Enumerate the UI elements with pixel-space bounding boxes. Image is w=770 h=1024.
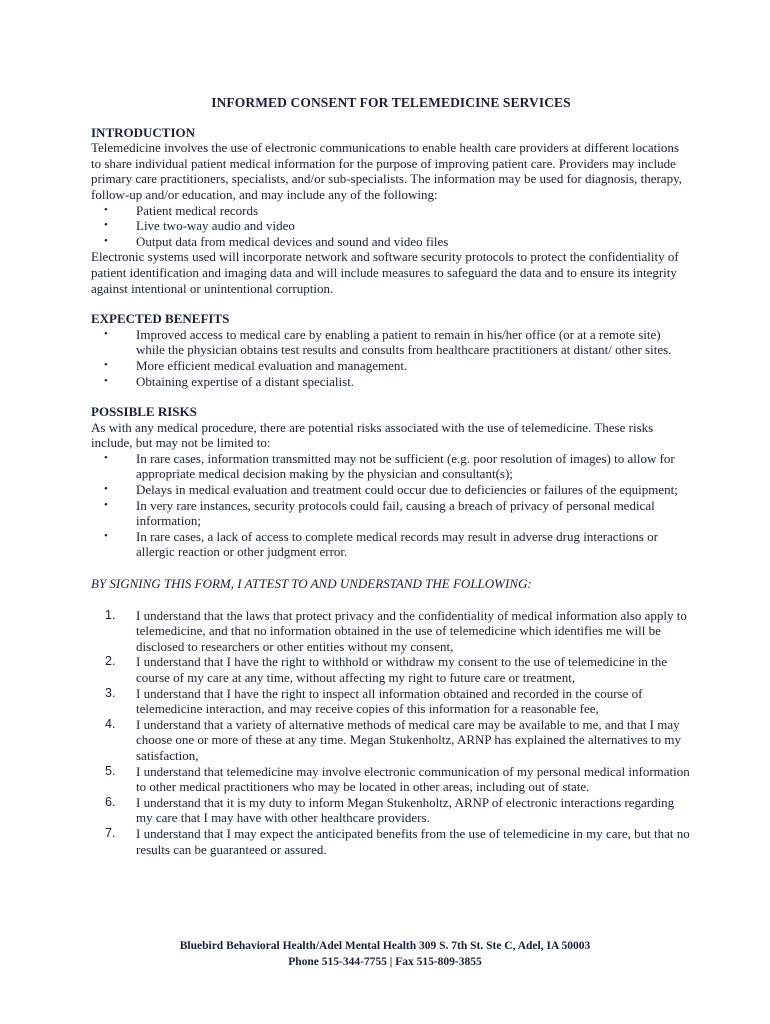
introduction-closing: Electronic systems used will incorporate network and software security protocols to protect the confidentiality of patient identification and imaging data and will include measures to safeguard the data and to ensure its integrity against intentional or unintentional corruption. xyxy=(91,249,679,296)
statement-text: I understand that it is my duty to inform Megan Stukenholtz, ARNP of electronic interactions regarding my care that I may have with other healthcare providers. xyxy=(136,794,675,826)
statement-text: I understand that I have the right to withhold or withdraw my consent to the use of telemedicine in the course of my care at any time, without affecting my right to future care or treatment, xyxy=(136,654,668,685)
bullet-icon: • xyxy=(104,529,108,542)
footer-contact: Phone 515-344-7755 | Fax 515-809-3855 xyxy=(288,956,482,968)
document-title: INFORMED CONSENT FOR TELEMEDICINE SERVICES xyxy=(211,95,571,110)
statement-number: 7. xyxy=(105,825,116,840)
introduction-heading: INTRODUCTION xyxy=(91,124,196,140)
benefits-section xyxy=(91,311,691,389)
benefits-list xyxy=(91,327,691,389)
page-footer xyxy=(0,938,770,970)
risks-section xyxy=(91,404,691,560)
introduction-list xyxy=(91,203,691,250)
statement-text: I understand that I have the right to inspect all information obtained and recorded in the course of telemedicine interaction, and may receive copies of this information for a reasonable fee, xyxy=(136,685,643,717)
list-item: • Patient medical records xyxy=(104,202,259,218)
bullet-icon: • xyxy=(104,358,108,371)
introduction-section xyxy=(91,125,691,297)
list-item: • Output data from medical devices and sound and video files xyxy=(104,233,449,249)
statement-number: 5. xyxy=(105,763,116,778)
statement-item xyxy=(91,717,691,764)
list-item: • More efficient medical evaluation and management. xyxy=(104,357,408,373)
bullet-icon: • xyxy=(104,483,108,496)
statement-text: I understand that the laws that protect privacy and the confidentiality of medical information also apply to telemedicine, and that no information obtained in the use of telemedicine which identifies me will be disclosed to researchers or other entities without my consent, xyxy=(136,607,687,654)
list-item: • In very rare instances, security protocols could fail, causing a breach of privacy of personal medical information; xyxy=(104,497,655,529)
statement-item xyxy=(91,826,691,857)
statements-list xyxy=(91,608,691,858)
statement-item xyxy=(91,686,691,717)
statement-number: 4. xyxy=(105,716,116,731)
statement-text: I understand that telemedicine may involve electronic communication of my personal medical information to other medical practitioners who may be located in other areas, including out of state. xyxy=(136,763,690,795)
bullet-icon: • xyxy=(104,451,108,464)
risks-list xyxy=(91,451,691,560)
bullet-icon: • xyxy=(104,498,108,511)
consent-document xyxy=(91,95,691,857)
list-item: • Delays in medical evaluation and treatment could occur due to deficiencies or failures of the equipment; xyxy=(104,482,678,498)
statement-number: 1. xyxy=(105,607,116,622)
statement-number: 6. xyxy=(105,794,116,809)
introduction-paragraph: Telemedicine involves the use of electronic communications to enable health care providers at different locations to share individual patient medical information for the purpose of improving patient care. Providers may include primary care practitioners, specialists, and/or sub-specialists. The information may be used for diagnosis, therapy, follow-up and/or education, and may include any of the following: xyxy=(91,140,682,202)
statement-number: 3. xyxy=(105,685,116,700)
list-item: • Live two-way audio and video xyxy=(104,218,295,234)
footer-address: Bluebird Behavioral Health/Adel Mental Health 309 S. 7th St. Ste C, Adel, IA 50003 xyxy=(179,940,591,952)
list-item: • Improved access to medical care by enabling a patient to remain in his/her office (or at a remote site) while the physician obtains test results and consults from healthcare practitioners at distant/ other sites. xyxy=(104,326,672,358)
bullet-icon: • xyxy=(104,327,108,340)
bullet-icon: • xyxy=(104,374,108,387)
attestation-heading: BY SIGNING THIS FORM, I ATTEST TO AND UNDERSTAND THE FOLLOWING: xyxy=(91,576,532,592)
statement-text: I understand that a variety of alternative methods of medical care may be available to me, and that I may choose one or more of these at any time. Megan Stukenholtz, ARNP has explained the alternatives to my satisfaction, xyxy=(136,716,682,763)
statement-item xyxy=(91,795,691,826)
list-item: • Obtaining expertise of a distant specialist. xyxy=(104,373,355,389)
risks-paragraph: As with any medical procedure, there are potential risks associated with the use of telemedicine. These risks include, but may not be limited to: xyxy=(91,419,654,451)
statement-item xyxy=(91,764,691,795)
bullet-icon: • xyxy=(104,234,108,247)
statement-number: 2. xyxy=(105,654,116,669)
statement-text: I understand that I may expect the anticipated benefits from the use of telemedicine in my care, but that no results can be guaranteed or assured. xyxy=(136,825,690,857)
list-item: • In rare cases, a lack of access to complete medical records may result in adverse drug interactions or allergic reaction or other judgment error. xyxy=(104,528,658,560)
risks-heading: POSSIBLE RISKS xyxy=(91,404,197,420)
bullet-icon: • xyxy=(104,219,108,232)
bullet-icon: • xyxy=(104,203,108,216)
statement-item xyxy=(91,608,691,655)
list-item: • In rare cases, information transmitted may not be sufficient (e.g. poor resolution of images) to allow for appropriate medical decision making by the physician and consultant(s); xyxy=(104,450,675,482)
benefits-heading: EXPECTED BENEFITS xyxy=(91,311,230,327)
statement-item xyxy=(91,654,691,685)
